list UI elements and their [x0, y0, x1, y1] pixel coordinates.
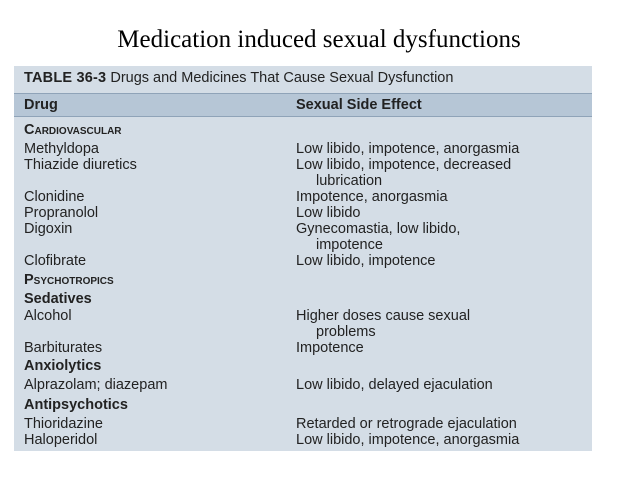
drug-side-effect-table: [14, 66, 592, 451]
drug-clofibrate: Clofibrate: [24, 253, 87, 269]
effect-line: Low libido, impotence, anorgasmia: [296, 432, 520, 448]
effect-digoxin: [296, 221, 586, 253]
effect-line: Impotence, anorgasmia: [296, 189, 448, 205]
effect-line: Low libido, delayed ejaculation: [296, 377, 493, 393]
table-header-row: [14, 93, 592, 117]
drug-propranolol: Propranolol: [24, 205, 99, 221]
effect-propranolol: [296, 205, 586, 221]
drug-thiazide-diuretics: Thiazide diuretics: [24, 157, 137, 173]
effect-alcohol: [296, 308, 586, 340]
category-psychotropics: Psychotropics: [24, 272, 114, 288]
drug-alprazolam-diazepam: Alprazolam; diazepam: [24, 377, 168, 393]
effect-clonidine: [296, 189, 586, 205]
effect-line-continued: lubrication: [316, 173, 383, 189]
category-cardiovascular: Cardiovascular: [24, 122, 122, 138]
effect-line: Gynecomastia, low libido,: [296, 221, 461, 237]
effect-barbiturates: [296, 340, 586, 356]
table-number: TABLE 36-3: [24, 70, 107, 86]
effect-line: Low libido, impotence, anorgasmia: [296, 141, 520, 157]
header-drug: Drug: [24, 97, 58, 113]
effect-line: Low libido, impotence, decreased: [296, 157, 512, 173]
effect-line: Higher doses cause sexual: [296, 308, 471, 324]
table-caption: [24, 70, 453, 86]
effect-haloperidol: [296, 432, 586, 448]
subcategory-antipsychotics: Antipsychotics: [24, 397, 128, 413]
drug-thioridazine: Thioridazine: [24, 416, 103, 432]
subcategory-sedatives: Sedatives: [24, 291, 92, 307]
effect-methyldopa: [296, 141, 586, 157]
effect-line: Retarded or retrograde ejaculation: [296, 416, 517, 432]
effect-line-continued: impotence: [316, 237, 383, 253]
header-sexual-side-effect: Sexual Side Effect: [296, 97, 422, 113]
effect-line: Low libido, impotence: [296, 253, 436, 269]
drug-haloperidol: Haloperidol: [24, 432, 98, 448]
slide-title: Medication induced sexual dysfunctions: [117, 26, 521, 53]
drug-digoxin: Digoxin: [24, 221, 73, 237]
drug-clonidine: Clonidine: [24, 189, 85, 205]
effect-line-continued: problems: [316, 324, 376, 340]
drug-alcohol: Alcohol: [24, 308, 72, 324]
table-caption-text: Drugs and Medicines That Cause Sexual Dysfunction: [110, 70, 454, 86]
drug-barbiturates: Barbiturates: [24, 340, 103, 356]
effect-thioridazine: [296, 416, 586, 432]
effect-clofibrate: [296, 253, 586, 269]
effect-line: Low libido: [296, 205, 361, 221]
effect-thiazide-diuretics: [296, 157, 586, 189]
effect-line: Impotence: [296, 340, 364, 356]
subcategory-anxiolytics: Anxiolytics: [24, 358, 102, 374]
drug-methyldopa: Methyldopa: [24, 141, 99, 157]
effect-alprazolam-diazepam: [296, 377, 586, 393]
